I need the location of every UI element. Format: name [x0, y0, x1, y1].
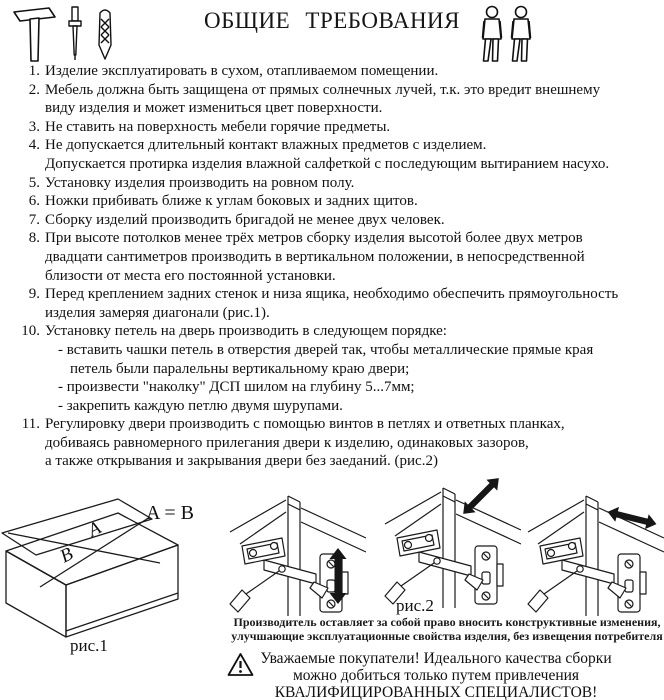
- item-number: 6.: [28, 193, 40, 210]
- list-line: - закрепить каждую петлю двумя шурупами.: [58, 397, 343, 414]
- list-line: Ножки прибивать ближе к углам боковых и задних щитов.: [45, 193, 418, 210]
- list-item: [6, 62, 618, 81]
- figure-1-caption: рис.1: [70, 636, 108, 655]
- list-line: виду изделия и может измениться цвет поверхности.: [45, 100, 383, 117]
- list-line: петель были паралельны вертикальному краю двери;: [70, 360, 410, 377]
- list-line: Регулировку двери производить с помощью винтов в петлях и ответных планках,: [45, 416, 565, 433]
- item-number: 2.: [28, 81, 40, 98]
- producer-note-line: улучшающие эксплуатационные свойства изделия, без извещения потребителя: [231, 629, 663, 643]
- warning-line: КВАЛИФИЦИРОВАННЫХ СПЕЦИАЛИСТОВ!: [274, 684, 598, 700]
- diagonal-b-label: B: [56, 543, 77, 568]
- hinge-adjust-horizontal: [524, 476, 664, 616]
- item-number: 10.: [21, 323, 40, 340]
- diagonal-arrow-icon: [458, 473, 504, 519]
- list-item: [6, 415, 618, 471]
- list-line: двадцати сантиметров производить в вертикальном положении, в непосредственной: [45, 248, 585, 265]
- item-number: 11.: [21, 416, 40, 433]
- item-number: 5.: [28, 174, 40, 191]
- item-number: 1.: [28, 63, 40, 79]
- list-line: добиваясь равномерного прилегания двери к изделию, одинаковых зазоров,: [45, 434, 529, 451]
- person-icon: [483, 7, 502, 62]
- list-line: Допускается протирка изделия влажной салфеткой с последующим вытиранием насухо.: [45, 155, 610, 172]
- warning-line: Уважаемые покупатели! Идеального качества сборки: [260, 650, 612, 667]
- person-icon: [512, 7, 531, 62]
- list-item: [6, 118, 618, 137]
- diagonal-formula: A = B: [146, 502, 194, 524]
- figure-1-box-diagonals: [0, 487, 210, 639]
- figure-2-caption: рис.2: [396, 596, 434, 615]
- list-line: Установку изделия производить на ровном полу.: [45, 174, 355, 191]
- list-item: [6, 211, 618, 230]
- list-line: - вставить чашки петель в отверстия дверей так, чтобы металлические прямые края: [58, 341, 594, 358]
- list-line: Не ставить на поверхность мебели горячие предметы.: [45, 118, 391, 135]
- list-item: [6, 136, 618, 173]
- list-line: Сборку изделий производить бригадой не менее двух человек.: [45, 211, 445, 228]
- list-line: Не допускается длительный контакт влажных предметов с изделием.: [45, 137, 487, 154]
- warning-triangle-icon: [227, 652, 254, 678]
- requirements-list: [6, 62, 618, 471]
- list-line: близости от места его постоянной установки.: [45, 267, 336, 284]
- warning-line: можно добиться только путем привлечения: [292, 667, 580, 685]
- producer-note: [230, 615, 664, 643]
- list-item: [6, 174, 618, 193]
- item-number: 8.: [28, 230, 40, 247]
- list-line: изделия замеряя диагонали (рис.1).: [45, 304, 270, 321]
- item-number: 4.: [28, 137, 40, 154]
- list-line: Мебель должна быть защищена от прямых солнечных лучей, т.к. это вредит внешнему: [45, 81, 601, 98]
- hinge-adjust-vertical: [226, 476, 366, 616]
- warning-text: [256, 650, 616, 700]
- list-line: При высоте потолков менее трёх метров сборку изделия высотой более двух метров: [45, 230, 583, 247]
- list-item: [6, 81, 618, 118]
- two-assemblers-icon: [481, 4, 535, 62]
- producer-note-line: Производитель оставляет за собой право вносить конструктивные изменения,: [233, 615, 661, 629]
- list-line: Изделие эксплуатировать в сухом, отапливаемом помещении.: [45, 63, 439, 79]
- item-number: 7.: [28, 211, 40, 228]
- list-item: [6, 229, 618, 285]
- horizontal-arrow-icon: [606, 504, 659, 531]
- list-item: [6, 192, 618, 211]
- list-item: [6, 322, 618, 415]
- item-number: 9.: [28, 286, 40, 303]
- list-line: - произвести "наколку" ДСП шилом на глубину 5...7мм;: [58, 379, 415, 396]
- list-line: а также открывания и закрывания двери без заеданий. (рис.2): [45, 453, 438, 470]
- item-number: 3.: [28, 118, 40, 135]
- page-title: ОБЩИЕ ТРЕБОВАНИЯ: [203, 8, 461, 33]
- list-item: [6, 285, 618, 322]
- list-line: Перед креплением задних стенок и низа ящика, необходимо обеспечить прямоугольность: [45, 286, 619, 303]
- hinge-adjust-diagonal: [381, 472, 521, 612]
- list-line: Установку петель на дверь производить в следующем порядке:: [45, 323, 447, 340]
- diagonal-a-label: A: [84, 517, 105, 542]
